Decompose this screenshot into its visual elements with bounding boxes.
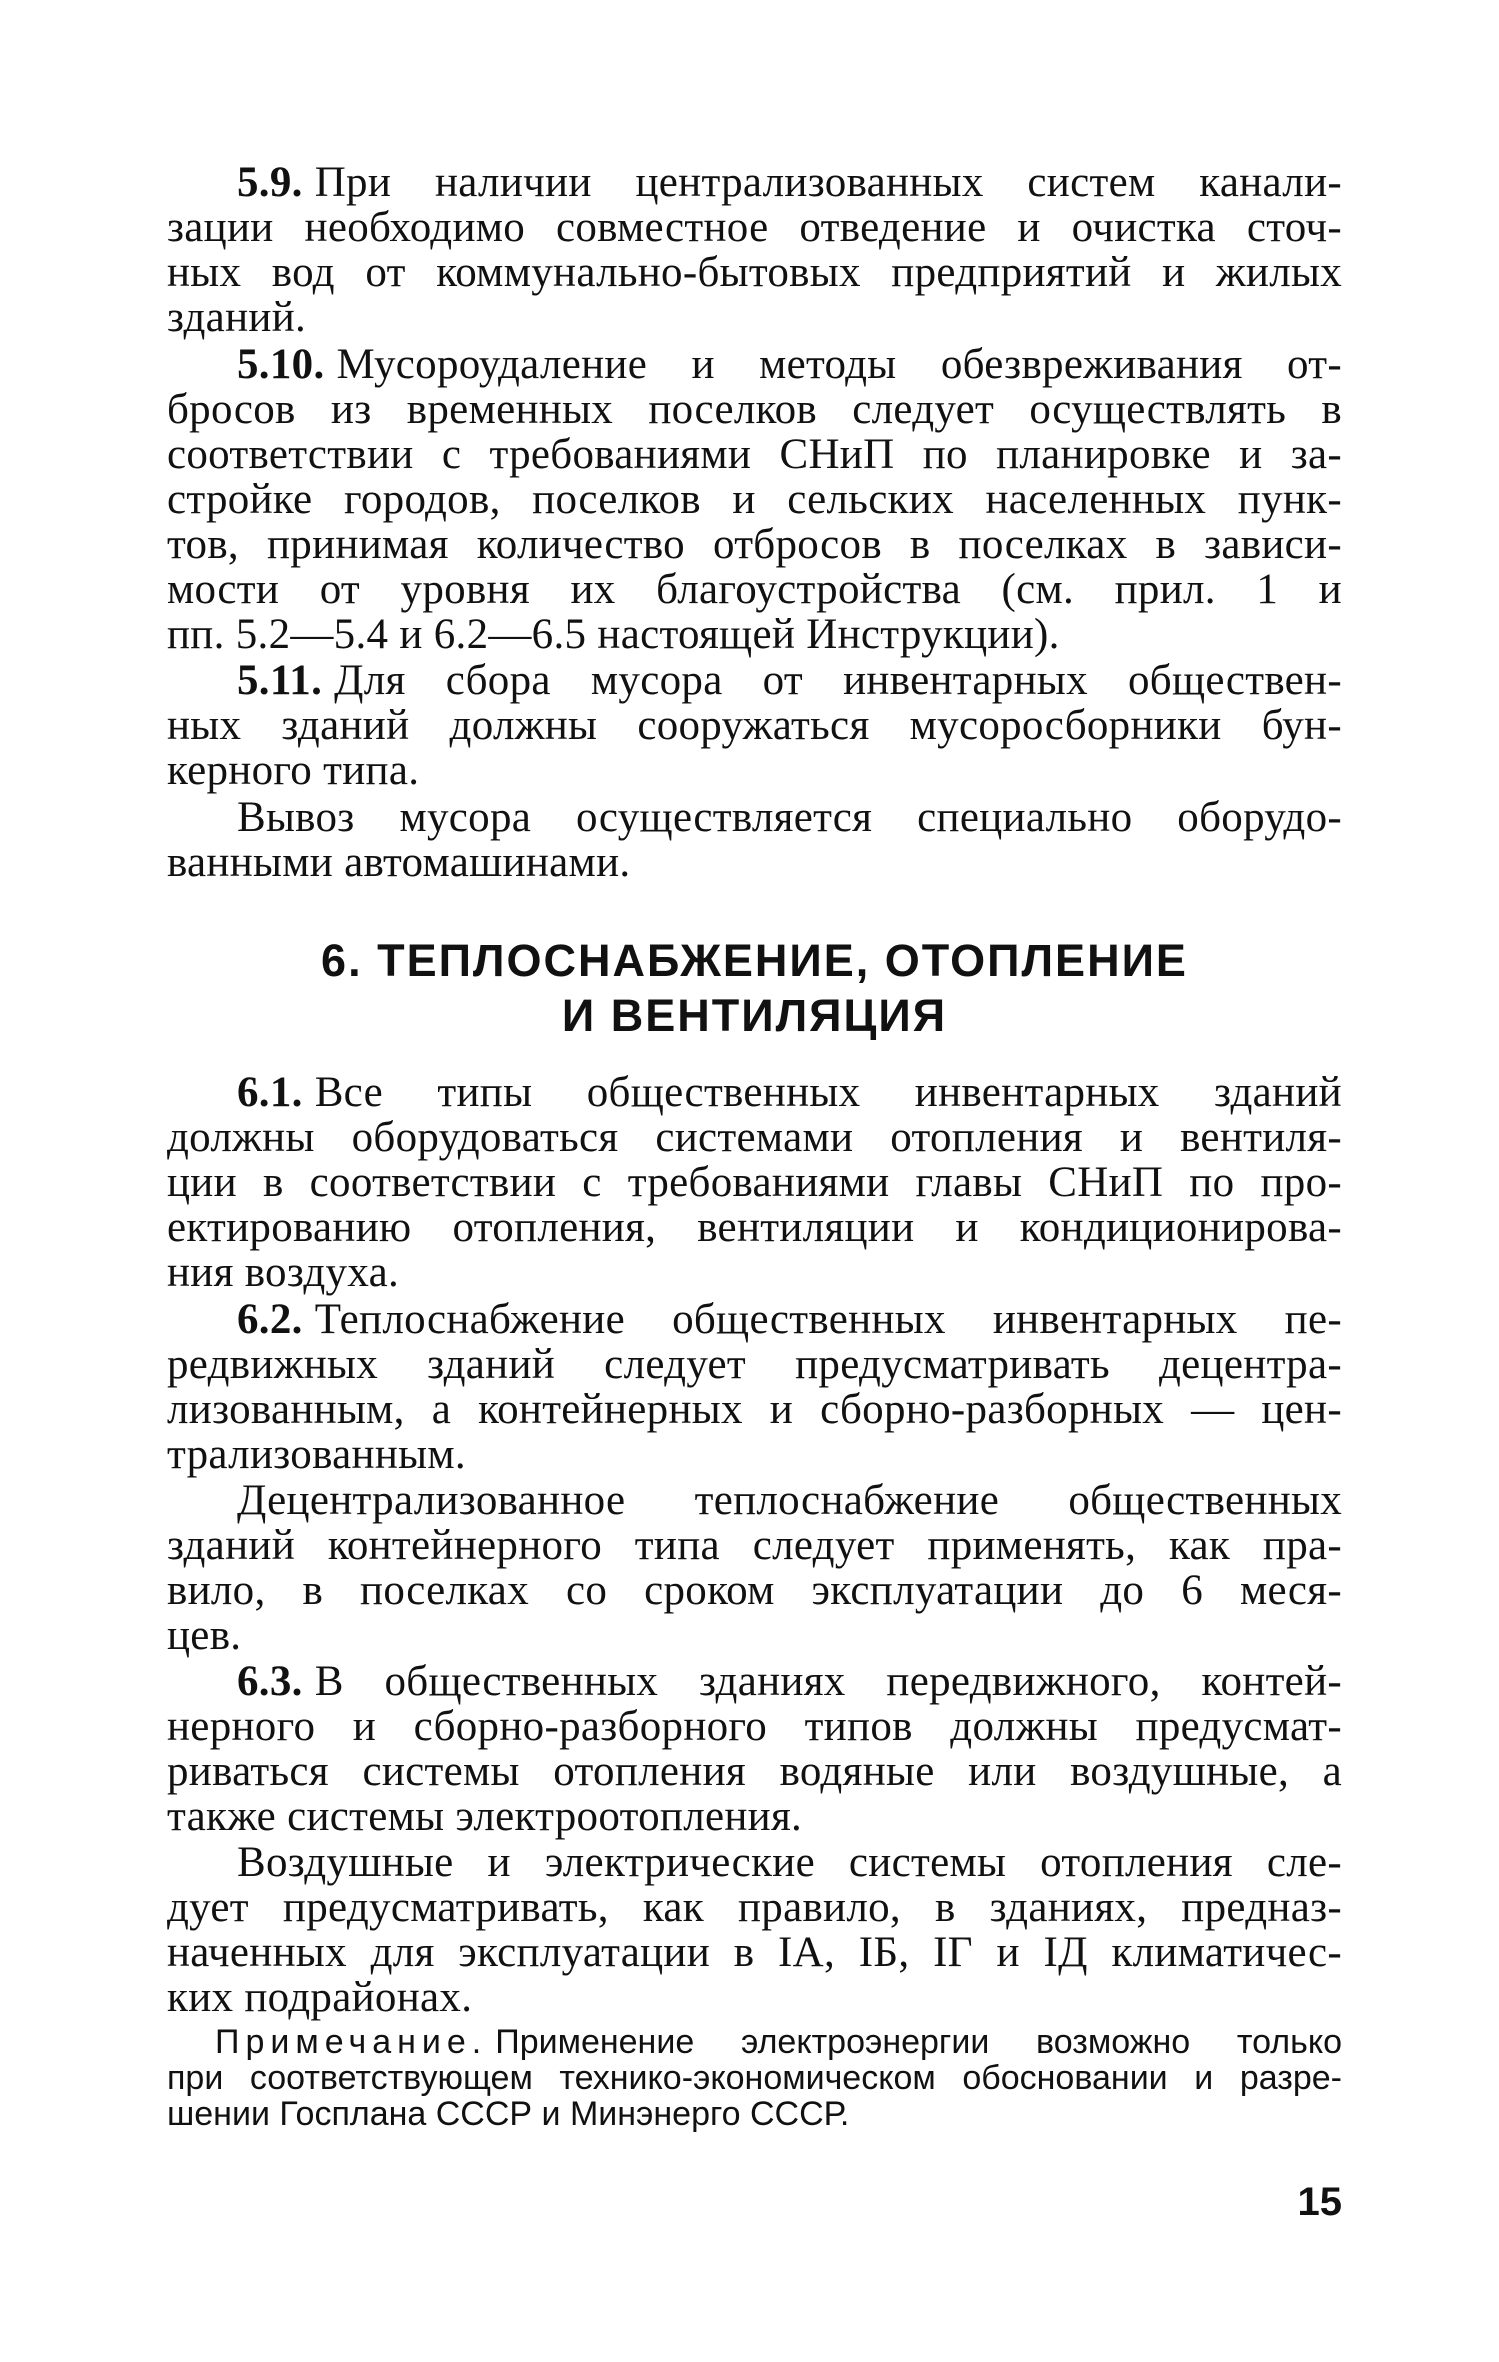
- paragraph-5-10-line-3: соответствии с требованиями СНиП по планировке и за-: [167, 431, 1342, 478]
- paragraph-6-3-line-3: риваться системы отопления водяные или воздушные, а: [167, 1748, 1342, 1795]
- paragraph-6-2-line-3: лизованным, а контейнерных и сборно-разборных — цен-: [167, 1386, 1342, 1433]
- paragraph-6-2b-line-4: цев.: [167, 1612, 242, 1659]
- paragraph-number: 6.3.: [237, 1658, 303, 1705]
- paragraph-6-3b-line-2: дует предусматривать, как правило, в зданиях, предназ-: [167, 1884, 1342, 1931]
- paragraph-number: 5.9.: [237, 159, 303, 206]
- note-line-3: шении Госплана СССР и Минэнерго СССР.: [167, 2095, 850, 2133]
- paragraph-6-1-line-1: 6.1. Все типы общественных инвентарных зданий: [237, 1069, 1342, 1116]
- paragraph-6-1-line-4: ектированию отопления, вентиляции и кондиционирова-: [167, 1204, 1342, 1251]
- paragraph-6-1-line-2: должны оборудоваться системами отопления и вентиля-: [167, 1114, 1342, 1161]
- paragraph-5-11-line-2: ных зданий должны сооружаться мусоросборники бун-: [167, 702, 1342, 749]
- paragraph-5-11b-line-1: Вывоз мусора осуществляется специально оборудо-: [237, 794, 1342, 841]
- note-line-2: при соответствующем технико-экономическом обосновании и разре-: [167, 2059, 1342, 2097]
- paragraph-6-3b-line-4: ких подрайонах.: [167, 1974, 473, 2021]
- paragraph-6-2-line-4: трализованным.: [167, 1431, 466, 1478]
- paragraph-5-11-line-1: 5.11. Для сбора мусора от инвентарных обществен-: [237, 657, 1342, 704]
- paragraph-6-3b-line-3: наченных для эксплуатации в IA, IБ, IГ и IД климатичес-: [167, 1929, 1342, 1976]
- paragraph-6-2-line-1: 6.2. Теплоснабжение общественных инвентарных пе-: [237, 1296, 1342, 1343]
- note-line-1: Примечание. Применение электроэнергии возможно только: [215, 2023, 1342, 2061]
- paragraph-6-3b-line-1: Воздушные и электрические системы отопления сле-: [237, 1839, 1342, 1886]
- paragraph-6-2-line-2: редвижных зданий следует предусматривать децентра-: [167, 1341, 1342, 1388]
- paragraph-6-1-line-5: ния воздуха.: [167, 1249, 400, 1296]
- page-number: 15: [1297, 2180, 1342, 2224]
- paragraph-number: 5.11.: [237, 657, 323, 704]
- section-heading-line-1: 6. ТЕПЛОСНАБЖЕНИЕ, ОТОПЛЕНИЕ: [321, 935, 1188, 986]
- paragraph-6-1-line-3: ции в соответствии с требованиями главы СНиП по про-: [167, 1159, 1342, 1206]
- paragraph-6-3-line-2: нерного и сборно-разборного типов должны предусмат-: [167, 1703, 1342, 1750]
- paragraph-5-10-line-4: стройке городов, поселков и сельских населенных пунк-: [167, 476, 1342, 523]
- paragraph-number: 6.1.: [237, 1069, 303, 1116]
- paragraph-number: 6.2.: [237, 1296, 303, 1343]
- paragraph-5-10-line-2: бросов из временных поселков следует осуществлять в: [167, 386, 1342, 433]
- paragraph-5-10-line-7: пп. 5.2—5.4 и 6.2—6.5 настоящей Инструкции).: [167, 611, 1060, 658]
- section-heading-line-2: И ВЕНТИЛЯЦИЯ: [561, 990, 948, 1041]
- paragraph-6-2b-line-2: зданий контейнерного типа следует применять, как пра-: [167, 1522, 1342, 1569]
- paragraph-5-9-line-3: ных вод от коммунально-бытовых предприятий и жилых: [167, 249, 1342, 296]
- paragraph-5-10-line-1: 5.10. Мусороудаление и методы обезвреживания от-: [237, 341, 1342, 388]
- paragraph-5-10-line-5: тов, принимая количество отбросов в поселках в зависи-: [167, 521, 1342, 568]
- paragraph-number: 5.10.: [237, 341, 325, 388]
- paragraph-5-11b-line-2: ванными автомашинами.: [167, 839, 631, 886]
- paragraph-6-3-line-4: также системы электроотопления.: [167, 1793, 803, 1840]
- paragraph-6-3-line-1: 6.3. В общественных зданиях передвижного, контей-: [237, 1658, 1342, 1705]
- paragraph-6-2b-line-1: Децентрализованное теплоснабжение общественных: [237, 1477, 1342, 1524]
- paragraph-5-11-line-3: керного типа.: [167, 747, 420, 794]
- paragraph-6-2b-line-3: вило, в поселках со сроком эксплуатации до 6 меся-: [167, 1567, 1342, 1614]
- paragraph-5-10-line-6: мости от уровня их благоустройства (см. прил. 1 и: [167, 566, 1342, 613]
- note-label: Примечание.: [215, 2023, 488, 2061]
- paragraph-5-9-line-4: зданий.: [167, 294, 307, 341]
- paragraph-5-9-line-2: зации необходимо совместное отведение и очистка сточ-: [167, 204, 1342, 251]
- paragraph-5-9-line-1: 5.9. При наличии централизованных систем канали-: [237, 159, 1342, 206]
